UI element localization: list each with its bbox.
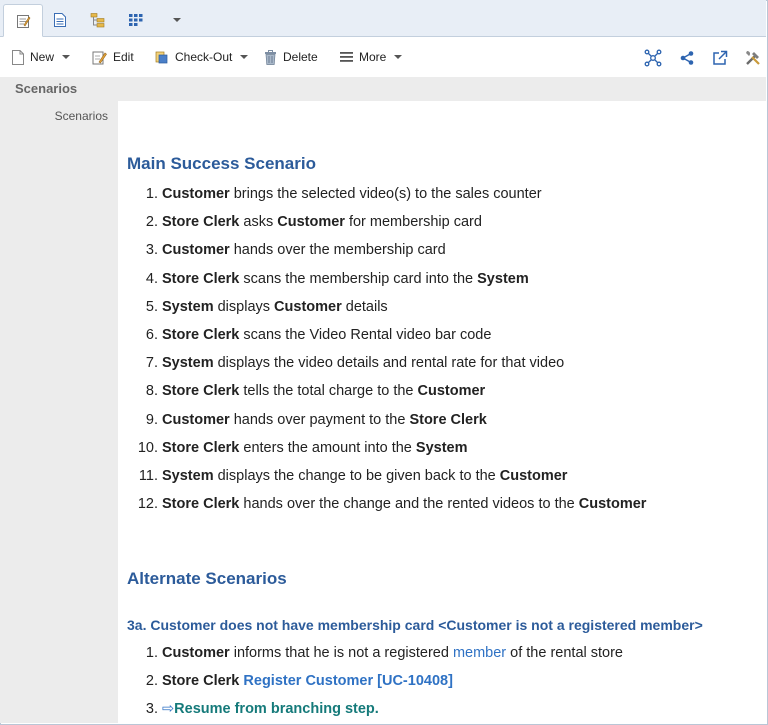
step-number: 3.	[145, 242, 158, 259]
scenario-step	[118, 240, 758, 268]
check-out-button[interactable]	[154, 47, 248, 67]
chevron-down-icon	[240, 55, 248, 59]
step-actor: Customer	[499, 467, 568, 484]
step-actor: Store Clerk	[162, 383, 240, 400]
step-text: Resume from branching step.	[174, 701, 379, 718]
step-number: 5.	[145, 298, 158, 315]
network-icon	[644, 49, 662, 67]
step-link[interactable]: ⇨	[162, 701, 175, 718]
check-out-button-label: Check-Out	[175, 50, 233, 64]
tab-more-dropdown[interactable]	[157, 4, 195, 36]
step-number: 11.	[138, 467, 158, 484]
step-text: asks	[239, 214, 278, 231]
new-button-label: New	[30, 50, 55, 64]
scenario-step	[118, 410, 758, 438]
scenario-step	[118, 381, 758, 409]
scenario-step	[118, 184, 758, 212]
edit-icon	[92, 50, 107, 65]
scenarios-content	[118, 101, 764, 723]
tab-document[interactable]	[41, 4, 79, 36]
step-actor: Store Clerk	[409, 411, 487, 428]
step-text: enters the amount into the	[239, 439, 416, 456]
open-new-window-button[interactable]	[709, 47, 731, 69]
scenario-step	[118, 353, 758, 381]
step-actor: Customer	[578, 496, 647, 513]
tree-icon	[90, 12, 106, 28]
step-number: 2.	[145, 673, 158, 690]
step-actor: Customer	[277, 214, 345, 231]
share-icon	[679, 50, 695, 66]
step-number: 12.	[137, 496, 158, 513]
edit-button[interactable]	[92, 47, 134, 67]
new-button[interactable]	[12, 47, 70, 67]
section-header[interactable]	[0, 77, 766, 101]
step-text: hands over the membership card	[229, 242, 446, 259]
step-number: 8.	[145, 383, 158, 400]
scenario-step	[118, 438, 758, 466]
field-label-column	[0, 101, 118, 723]
step-number: 9.	[145, 411, 158, 428]
step-actor: Customer	[162, 645, 230, 661]
scenario-step	[118, 643, 758, 671]
scenario-step	[118, 466, 758, 494]
step-link[interactable]: member	[452, 645, 507, 661]
step-actor: Customer	[417, 383, 486, 400]
step-text: displays the change to be given back to the	[213, 467, 500, 484]
step-actor: Store Clerk	[162, 439, 240, 456]
chevron-down-icon	[62, 55, 70, 59]
tab-specification[interactable]	[3, 4, 43, 37]
step-number: 2.	[145, 214, 158, 231]
scenario-step	[118, 325, 758, 353]
step-text: scans the membership card into the	[239, 270, 478, 287]
scenario-step	[118, 297, 758, 325]
step-actor: System	[415, 439, 468, 456]
step-actor: System	[162, 298, 214, 315]
step-actor: Customer	[162, 242, 230, 259]
check-out-icon	[154, 50, 169, 65]
step-actor: Store Clerk	[162, 496, 240, 513]
step-actor: Customer	[274, 298, 342, 315]
more-button-label: More	[359, 50, 387, 64]
step-text: of the rental store	[506, 645, 623, 661]
step-actor: System	[477, 270, 529, 287]
step-text: displays the video details and rental rate for that video	[213, 355, 565, 372]
step-text: informs that he is not a registered	[229, 645, 453, 661]
step-text: displays	[213, 298, 275, 315]
tab-grid[interactable]	[117, 4, 155, 36]
tools-icon	[744, 49, 762, 67]
edit-button-label: Edit	[113, 50, 134, 64]
scenario-step	[118, 269, 758, 297]
notepad-icon	[15, 13, 31, 29]
step-number: 10.	[137, 439, 158, 456]
scenario-step	[118, 671, 758, 699]
alternate-scenario-subheading: 3a. Customer does not have membership card <Customer is not a registered member>	[127, 617, 703, 633]
step-text: hands over the change and the rented videos to the	[239, 496, 579, 513]
main-scenario-heading: Main Success Scenario	[127, 154, 316, 173]
step-number: 7.	[145, 355, 158, 372]
toolbar	[0, 37, 766, 77]
step-number: 3.	[145, 701, 158, 718]
main-scenario-steps	[118, 184, 758, 522]
step-text: scans the Video Rental video bar code	[239, 326, 492, 343]
alternate-scenario-steps	[118, 643, 758, 723]
menu-icon	[340, 51, 353, 63]
external-link-icon	[712, 50, 728, 66]
step-number: 1.	[145, 645, 158, 661]
step-actor: Store Clerk	[162, 214, 240, 231]
scenario-step	[118, 494, 758, 522]
step-text: tells the total charge to the	[239, 383, 418, 400]
step-actor: Customer	[162, 186, 230, 202]
step-text: for membership card	[344, 214, 482, 231]
step-number: 4.	[145, 270, 158, 287]
step-number: 6.	[145, 326, 158, 343]
view-tab-bar	[0, 0, 766, 37]
share-button[interactable]	[676, 47, 698, 69]
step-actor: Store Clerk	[162, 673, 240, 690]
scenario-step	[118, 699, 758, 723]
tab-tree[interactable]	[79, 4, 117, 36]
step-actor: System	[162, 467, 214, 484]
step-actor: Store Clerk	[162, 270, 240, 287]
more-button[interactable]	[340, 47, 402, 67]
chevron-down-icon	[394, 55, 402, 59]
field-label: Scenarios	[54, 109, 108, 123]
delete-button[interactable]	[264, 47, 318, 67]
step-number: 1.	[145, 186, 158, 202]
scenario-step	[118, 212, 758, 240]
step-actor: Customer	[162, 411, 230, 428]
document-icon	[53, 12, 67, 28]
step-text: hands over payment to the	[229, 411, 410, 428]
section-title: Scenarios	[15, 81, 78, 96]
step-text: details	[341, 298, 388, 315]
relationship-map-button[interactable]	[642, 47, 664, 69]
chevron-down-icon	[173, 18, 181, 22]
alternate-scenarios-heading: Alternate Scenarios	[127, 569, 287, 588]
tools-button[interactable]	[742, 47, 764, 69]
step-text: brings the selected video(s) to the sales counter	[229, 186, 542, 202]
delete-button-label: Delete	[283, 50, 318, 64]
step-actor: System	[162, 355, 214, 372]
step-actor: Store Clerk	[162, 326, 240, 343]
grid-icon	[128, 12, 144, 28]
step-link[interactable]: Register Customer [UC-10408]	[243, 673, 453, 690]
trash-icon	[264, 50, 277, 65]
new-document-icon	[12, 50, 24, 65]
